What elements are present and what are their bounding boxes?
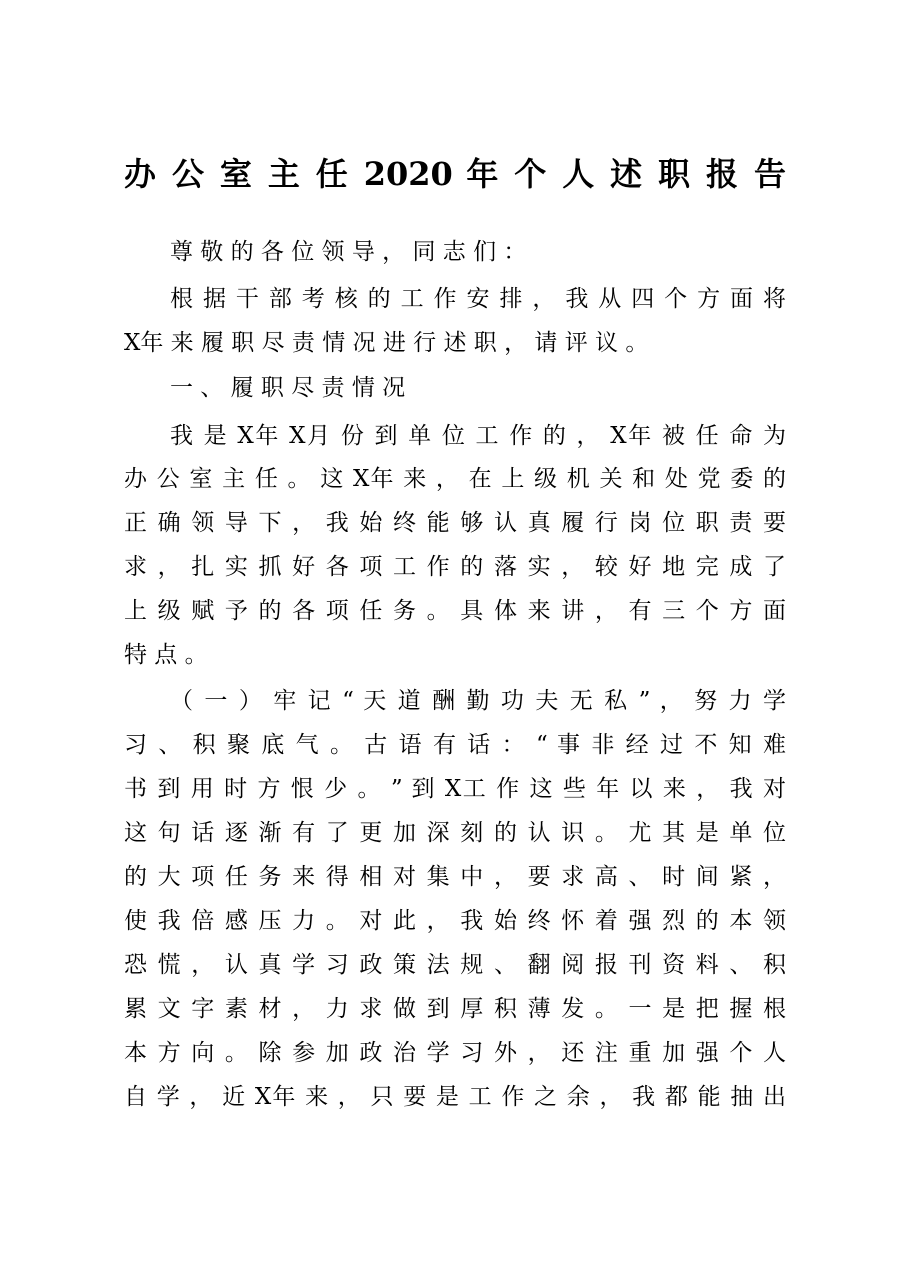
body-line: 我 是 X年 X月 份 到 单 位 工 作 的 ， X年 被 任 命 为 — [170, 423, 786, 449]
body-line: 正 确 领 导 下 ， 我 始 终 能 够 认 真 履 行 岗 位 职 责 要 — [124, 510, 786, 536]
body-line: 求 ， 扎 实 抓 好 各 项 工 作 的 落 实 ， 较 好 地 完 成 了 — [124, 554, 786, 580]
greeting-line: 尊 敬 的 各 位 领 导 ， 同 志 们 ： — [170, 239, 527, 265]
body-line: 累 文 字 素 材 ， 力 求 做 到 厚 积 薄 发 。 一 是 把 握 根 — [124, 996, 786, 1022]
body-line: 恐 慌 ， 认 真 学 习 政 策 法 规 、 翻 阅 报 刊 资 料 、 积 — [124, 952, 786, 978]
body-line: 这 句 话 逐 渐 有 了 更 加 深 刻 的 认 识 。 尤 其 是 单 位 — [124, 820, 786, 846]
body-line: 使 我 倍 感 压 力 。 对 此 ， 我 始 终 怀 着 强 烈 的 本 领 — [124, 908, 786, 934]
body-line: 特 点 。 — [124, 642, 208, 668]
body-line: 上 级 赋 予 的 各 项 任 务 。 具 体 来 讲 ， 有 三 个 方 面 — [124, 598, 786, 624]
body-line: X年 来 履 职 尽 责 情 况 进 行 述 职 ， 请 评 议 。 — [124, 330, 649, 356]
subsection-line: （ 一 ） 牢 记 “ 天 道 酬 勤 功 夫 无 私 ” ， 努 力 学 — [170, 688, 786, 714]
body-line: 办 公 室 主 任 。 这 X年 来 ， 在 上 级 机 关 和 处 党 委 的 — [124, 466, 786, 492]
body-line: 本 方 向 。 除 参 加 政 治 学 习 外 ， 还 注 重 加 强 个 人 — [124, 1040, 786, 1066]
section-heading: 一 、 履 职 尽 责 情 况 — [170, 375, 406, 401]
body-line: 的 大 项 任 务 来 得 相 对 集 中 ， 要 求 高 、 时 间 紧 ， — [124, 864, 786, 890]
document-title: 办 公 室 主 任 2020 年 个 人 述 职 报 告 — [124, 155, 786, 193]
body-line: 书 到 用 时 方 恨 少 。 ” 到 X工 作 这 些 年 以 来 ， 我 对 — [124, 776, 786, 802]
body-line: 自 学 ， 近 X年 来 ， 只 要 是 工 作 之 余 ， 我 都 能 抽 出 — [124, 1084, 786, 1110]
body-line: 根 据 干 部 考 核 的 工 作 安 排 ， 我 从 四 个 方 面 将 — [170, 286, 786, 312]
body-line: 习 、 积 聚 底 气 。 古 语 有 话 ： “ 事 非 经 过 不 知 难 — [124, 732, 786, 758]
